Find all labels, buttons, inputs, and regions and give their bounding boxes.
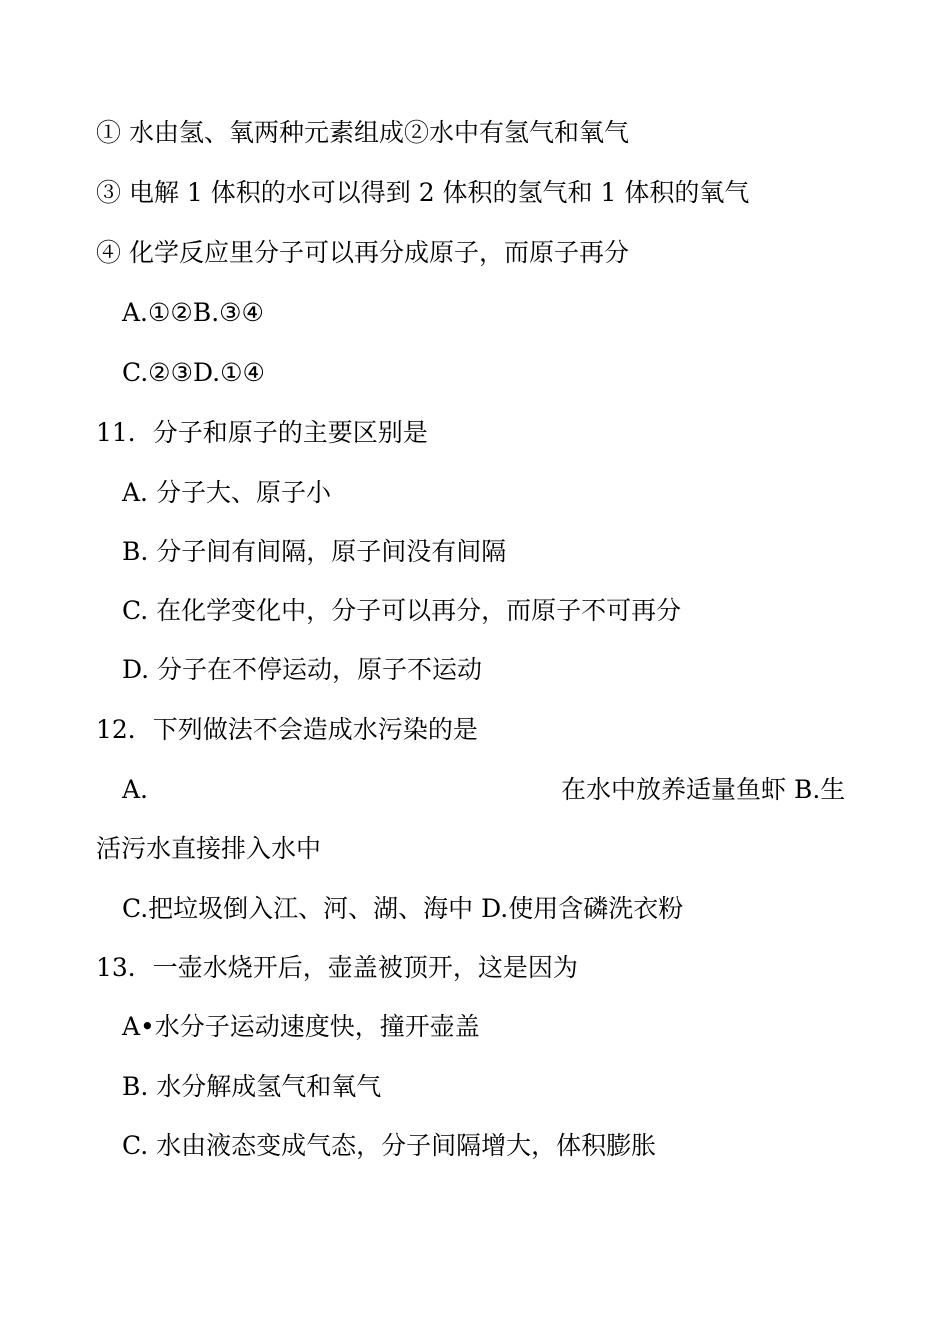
question-11: 11．分子和原子的主要区别是 <box>96 418 428 447</box>
q11-option-b: B. 分子间有间隔，原子间没有间隔 <box>122 537 507 566</box>
statement-1-2: ① 水由氢、氧两种元素组成②水中有氢气和氧气 <box>96 118 629 147</box>
q12-option-a-label: A. <box>122 775 149 804</box>
q10-options-ab: A.①②B.③④ <box>122 298 264 327</box>
q11-option-c: C. 在化学变化中，分子可以再分，而原子不可再分 <box>122 596 682 625</box>
question-13: 13．一壶水烧开后，壶盖被顶开，这是因为 <box>96 953 578 982</box>
q12-option-b-continued: 活污水直接排入水中 <box>96 834 322 863</box>
q12-option-a-text: 在水中放养适量鱼虾 B.生 <box>561 775 846 804</box>
q10-options-cd: C.②③D.①④ <box>122 358 265 387</box>
q11-option-a: A. 分子大、原子小 <box>122 478 331 507</box>
q13-option-b: B. 水分解成氢气和氧气 <box>122 1072 382 1101</box>
q11-option-d: D. 分子在不停运动，原子不运动 <box>122 655 483 684</box>
q13-option-a: A•水分子运动速度快，撞开壶盖 <box>122 1012 480 1041</box>
question-12: 12．下列做法不会造成水污染的是 <box>96 715 478 744</box>
q13-option-c: C. 水由液态变成气态，分子间隔增大，体积膨胀 <box>122 1131 657 1160</box>
statement-3: ③ 电解 1 体积的水可以得到 2 体积的氢气和 1 体积的氧气 <box>96 178 750 207</box>
q12-options-cd: C.把垃圾倒入江、河、湖、海中 D.使用含磷洗衣粉 <box>122 894 684 923</box>
statement-4: ④ 化学反应里分子可以再分成原子，而原子再分 <box>96 238 629 267</box>
